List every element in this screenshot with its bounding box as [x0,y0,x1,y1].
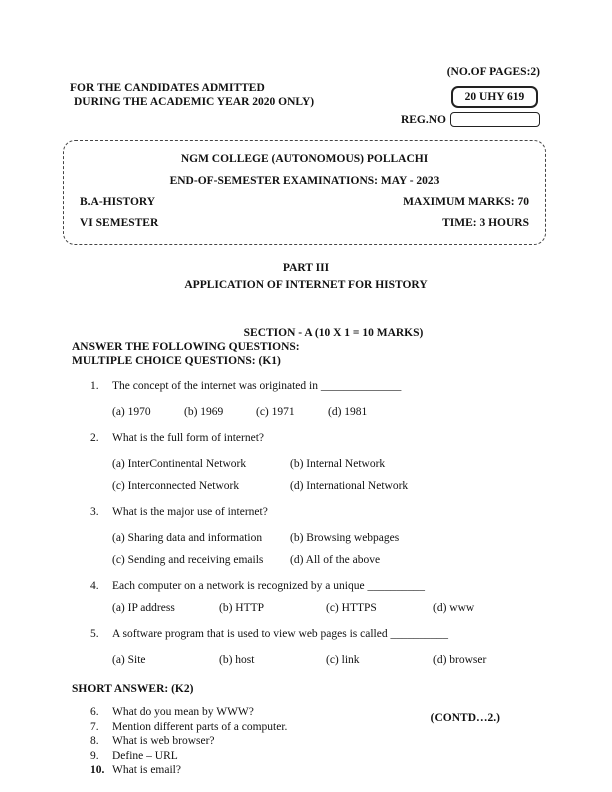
question-row [90,720,612,735]
option-c: (c) HTTPS [326,602,377,614]
option-b: (b) host [219,654,255,666]
pages-note: (NO.OF PAGES:2) [446,66,540,78]
candidates-note-line2: DURING THE ACADEMIC YEAR 2020 ONLY) [74,96,315,108]
programme-name: B.A-HISTORY [80,196,156,208]
option-a: (a) Site [112,654,146,666]
semester: VI SEMESTER [80,217,159,229]
option-d: (d) International Network [290,480,409,492]
question-text: What is the full form of internet? [112,432,265,444]
question-number: 4. [90,580,99,592]
question-row [90,380,612,393]
question-options [112,532,612,567]
question-row [90,432,612,445]
subject-title: APPLICATION OF INTERNET FOR HISTORY [184,279,428,291]
option-b: (b) Browsing webpages [290,532,400,544]
question-row [90,705,612,720]
question-number: 3. [90,506,99,518]
option-c: (c) Interconnected Network [112,480,240,492]
question-row [90,734,612,749]
section-a-heading: SECTION - A (10 X 1 = 10 MARKS) [243,327,424,339]
mcq-heading: MULTIPLE CHOICE QUESTIONS: (K1) [72,355,281,367]
question-text: What is the major use of internet? [112,506,268,518]
exam-info-box [63,140,546,245]
question-options [112,406,612,419]
option-b: (b) 1969 [184,406,224,418]
question-number: 6. [90,706,99,718]
question-text: What do you mean by WWW? [112,706,254,718]
regno-row [401,112,540,127]
question-text: Each computer on a network is recognized by a unique __________ [112,580,425,592]
answer-instruction: ANSWER THE FOLLOWING QUESTIONS: [72,341,300,353]
option-b: (b) HTTP [219,602,265,614]
course-code: 20 UHY 619 [464,91,525,103]
question-number: 7. [90,720,99,733]
question-row [90,580,612,593]
question-number: 5. [90,628,99,640]
question-number: 1. [90,380,99,392]
candidates-note-line1: FOR THE CANDIDATES ADMITTED [70,82,265,94]
option-d: (d) www [433,602,475,614]
question-text: What is email? [112,764,181,776]
question-text: Mention different parts of a computer. [112,720,288,733]
option-d: (d) 1981 [328,406,368,418]
question-row [90,506,612,519]
regno-input-box [450,112,540,127]
question-number: 10. [90,764,105,776]
option-a: (a) InterContinental Network [112,458,247,470]
option-a: (a) Sharing data and information [112,532,263,544]
option-c: (c) Sending and receiving emails [112,554,264,566]
question-options [112,602,612,615]
exam-time: TIME: 3 HOURS [442,217,529,229]
part-title: PART III [282,262,330,274]
exam-title: END-OF-SEMESTER EXAMINATIONS: MAY - 2023 [169,175,440,187]
question-options [112,654,612,667]
option-b: (b) Internal Network [290,458,386,470]
contd-note: (CONTD…2.) [430,712,500,724]
question-text: The concept of the internet was originated in ______________ [112,380,402,392]
course-code-box [451,86,538,108]
page-header [0,66,612,138]
option-d: (d) All of the above [290,554,381,566]
college-name: NGM COLLEGE (AUTONOMOUS) POLLACHI [180,153,429,165]
short-answer-heading: SHORT ANSWER: (K2) [72,683,194,695]
question-text: What is web browser? [112,735,215,747]
question-text: A software program that is used to view web pages is called __________ [112,628,448,640]
question-options [112,458,612,493]
question-number: 9. [90,749,99,762]
question-number: 8. [90,735,99,747]
question-row [90,628,612,641]
question-number: 2. [90,432,99,444]
option-c: (c) link [326,654,360,666]
question-row [90,749,612,764]
option-c: (c) 1971 [256,406,295,418]
option-d: (d) browser [433,654,487,666]
short-answer-list [0,705,612,778]
option-a: (a) 1970 [112,406,151,418]
question-text: Define – URL [112,749,178,762]
max-marks: MAXIMUM MARKS: 70 [403,196,529,208]
question-row [90,763,612,778]
regno-label: REG.NO [400,113,446,126]
candidates-note [70,81,314,109]
option-a: (a) IP address [112,602,175,614]
mcq-list [0,380,612,667]
